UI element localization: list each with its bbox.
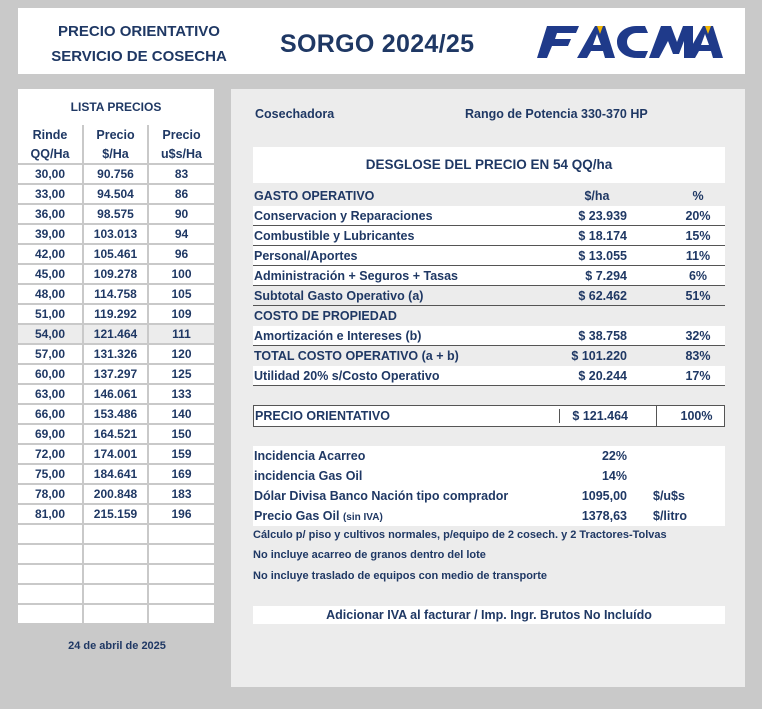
table-row: [18, 425, 214, 445]
empty-cell: [84, 545, 149, 565]
operating-item-label: Administración + Seguros + Tasas: [254, 269, 459, 283]
rinde-cell: 75,00: [18, 465, 84, 485]
operating-item-pct: 6%: [688, 269, 708, 283]
gasoil-label: Precio Gas Oil: [254, 509, 340, 523]
empty-table-row: [18, 605, 214, 625]
rinde-cell: 51,00: [18, 305, 84, 325]
total-row: [253, 346, 725, 366]
precio-pesos-cell: 184.641: [84, 465, 149, 485]
header-subtitle-line1: PRECIO ORIENTATIVO: [58, 23, 220, 40]
empty-cell: [18, 605, 84, 625]
operating-item-pct: 20%: [685, 209, 711, 223]
precio-usd-cell: 111: [149, 325, 214, 345]
incidence-row: [253, 466, 725, 486]
empty-cell: [18, 545, 84, 565]
empty-cell: [149, 565, 214, 585]
ownership-header-row: [253, 306, 725, 326]
operating-item-label: Personal/Aportes: [254, 249, 358, 263]
price-amount: $ 121.464: [559, 409, 628, 423]
col-header-precio-usd: Precio: [149, 125, 214, 145]
gasoil-row: [253, 506, 725, 526]
precio-pesos-cell: 105.461: [84, 245, 149, 265]
empty-cell: [149, 605, 214, 625]
amortization-label: Amortización e Intereses (b): [254, 329, 422, 343]
price-pct: 100%: [656, 406, 736, 426]
precio-usd-cell: 90: [149, 205, 214, 225]
gasoil-unit: $/litro: [653, 509, 688, 523]
precio-usd-cell: 86: [149, 185, 214, 205]
precio-pesos-cell: 114.758: [84, 285, 149, 305]
incidence-row: [253, 486, 725, 506]
col-unit-usd-ha: u$s/Ha: [149, 145, 214, 165]
incidence-row: [253, 446, 725, 466]
price-list-title: LISTA PRECIOS: [18, 89, 214, 125]
incidence-unit: $/u$s: [653, 489, 685, 503]
gasoil-label-wrap: [254, 509, 383, 523]
breakdown-title: DESGLOSE DEL PRECIO EN 54 QQ/ha: [365, 157, 613, 172]
table-row: [18, 405, 214, 425]
col-pct-header: %: [692, 189, 704, 203]
incidence-label: Incidencia Acarreo: [254, 449, 366, 463]
rinde-cell: 72,00: [18, 445, 84, 465]
col-unit-qqha: QQ/Ha: [18, 145, 84, 165]
gasoil-note: (sin IVA): [342, 512, 383, 523]
table-row: [18, 485, 214, 505]
footer-note: Adicionar IVA al facturar / Imp. Ingr. Brutos No Incluído: [326, 608, 652, 622]
operating-header-row: [253, 186, 725, 206]
note-3: No incluye traslado de equipos con medio de transporte: [253, 570, 547, 582]
empty-table-row: [18, 585, 214, 605]
precio-pesos-cell: 137.297: [84, 365, 149, 385]
rinde-cell: 63,00: [18, 385, 84, 405]
rinde-cell: 60,00: [18, 365, 84, 385]
precio-usd-cell: 120: [149, 345, 214, 365]
table-row: [18, 445, 214, 465]
note-1: Cálculo p/ piso y cultivos normales, p/equipo de 2 cosech. y 2 Tractores-Tolvas: [253, 529, 667, 541]
price-label: PRECIO ORIENTATIVO: [255, 409, 390, 423]
header-banner: [18, 8, 745, 74]
operating-item-row: [253, 226, 725, 246]
rinde-cell: 42,00: [18, 245, 84, 265]
empty-cell: [18, 585, 84, 605]
precio-pesos-cell: 153.486: [84, 405, 149, 425]
rinde-cell: 33,00: [18, 185, 84, 205]
empty-cell: [149, 525, 214, 545]
precio-usd-cell: 196: [149, 505, 214, 525]
empty-cell: [84, 525, 149, 545]
rinde-cell: 30,00: [18, 165, 84, 185]
table-row: [18, 365, 214, 385]
operating-item-amount: $ 13.055: [578, 249, 627, 263]
precio-usd-cell: 94: [149, 225, 214, 245]
machine-label: Cosechadora: [255, 107, 335, 121]
col-header-precio-pesos: Precio: [84, 125, 149, 145]
footer-band: [253, 606, 725, 624]
empty-table-row: [18, 545, 214, 565]
precio-pesos-cell: 146.061: [84, 385, 149, 405]
section-operating: GASTO OPERATIVO: [254, 189, 375, 203]
publication-date: 24 de abril de 2025: [68, 640, 166, 652]
precio-usd-cell: 169: [149, 465, 214, 485]
rinde-cell: 57,00: [18, 345, 84, 365]
power-range: Rango de Potencia 330-370 HP: [465, 107, 648, 121]
price-list-body: [18, 165, 214, 625]
header-subtitle-line2: SERVICIO DE COSECHA: [51, 48, 227, 65]
precio-usd-cell: 183: [149, 485, 214, 505]
table-row: [18, 285, 214, 305]
precio-usd-cell: 109: [149, 305, 214, 325]
precio-usd-cell: 140: [149, 405, 214, 425]
precio-pesos-cell: 215.159: [84, 505, 149, 525]
operating-item-amount: $ 18.174: [578, 229, 627, 243]
precio-pesos-cell: 174.001: [84, 445, 149, 465]
precio-pesos-cell: 119.292: [84, 305, 149, 325]
note-2: No incluye acarreo de granos dentro del lote: [253, 549, 486, 561]
total-pct: 83%: [685, 349, 711, 363]
table-row: [18, 265, 214, 285]
table-row: [18, 205, 214, 225]
empty-cell: [149, 585, 214, 605]
rinde-cell: 54,00: [18, 325, 84, 345]
precio-pesos-cell: 98.575: [84, 205, 149, 225]
rinde-cell: 81,00: [18, 505, 84, 525]
amortization-pct: 32%: [685, 329, 711, 343]
rinde-cell: 69,00: [18, 425, 84, 445]
empty-cell: [84, 585, 149, 605]
rinde-cell: 78,00: [18, 485, 84, 505]
operating-item-pct: 15%: [685, 229, 711, 243]
operating-item-row: [253, 266, 725, 286]
table-row: [18, 465, 214, 485]
breakdown-title-band: [253, 147, 725, 183]
precio-usd-cell: 96: [149, 245, 214, 265]
incidence-value: 1095,00: [581, 489, 627, 503]
empty-cell: [18, 565, 84, 585]
precio-pesos-cell: 109.278: [84, 265, 149, 285]
precio-usd-cell: 133: [149, 385, 214, 405]
precio-pesos-cell: 90.756: [84, 165, 149, 185]
operating-item-label: Conservacion y Reparaciones: [254, 209, 433, 223]
operating-item-row: [253, 246, 725, 266]
empty-cell: [84, 565, 149, 585]
rinde-cell: 48,00: [18, 285, 84, 305]
incidence-value: 22%: [601, 449, 627, 463]
subtotal-pct: 51%: [685, 289, 711, 303]
operating-item-amount: $ 7.294: [585, 269, 627, 283]
price-list-table: [18, 125, 214, 625]
precio-pesos-cell: 121.464: [84, 325, 149, 345]
precio-usd-cell: 150: [149, 425, 214, 445]
facma-logo: [533, 22, 723, 60]
incidence-value: 14%: [601, 469, 627, 483]
rinde-cell: 66,00: [18, 405, 84, 425]
precio-pesos-cell: 131.326: [84, 345, 149, 365]
profit-row: [253, 366, 725, 386]
amortization-amount: $ 38.758: [578, 329, 627, 343]
precio-usd-cell: 105: [149, 285, 214, 305]
table-row: [18, 305, 214, 325]
operating-item-row: [253, 206, 725, 226]
total-amount: $ 101.220: [571, 349, 627, 363]
subtotal-amount: $ 62.462: [578, 289, 627, 303]
total-label: TOTAL COSTO OPERATIVO (a + b): [254, 349, 459, 363]
col-unit-pesos-ha: $/Ha: [84, 145, 149, 165]
empty-cell: [18, 525, 84, 545]
empty-cell: [149, 545, 214, 565]
table-row: [18, 225, 214, 245]
table-row: [18, 505, 214, 525]
profit-pct: 17%: [685, 369, 711, 383]
empty-table-row: [18, 525, 214, 545]
empty-cell: [84, 605, 149, 625]
operating-item-amount: $ 23.939: [578, 209, 627, 223]
page-title: SORGO 2024/25: [280, 30, 475, 58]
precio-usd-cell: 159: [149, 445, 214, 465]
subtotal-row: [253, 286, 725, 306]
price-row: [253, 405, 725, 427]
rinde-cell: 36,00: [18, 205, 84, 225]
empty-table-row: [18, 565, 214, 585]
precio-pesos-cell: 164.521: [84, 425, 149, 445]
table-row: [18, 165, 214, 185]
subtotal-label: Subtotal Gasto Operativo (a): [254, 289, 424, 303]
precio-usd-cell: 83: [149, 165, 214, 185]
precio-pesos-cell: 200.848: [84, 485, 149, 505]
table-row: [18, 185, 214, 205]
gasoil-value: 1378,63: [581, 509, 627, 523]
precio-usd-cell: 100: [149, 265, 214, 285]
table-row: [18, 245, 214, 265]
section-ownership: COSTO DE PROPIEDAD: [254, 309, 397, 323]
precio-usd-cell: 125: [149, 365, 214, 385]
incidence-label: incidencia Gas Oil: [254, 469, 363, 483]
profit-label: Utilidad 20% s/Costo Operativo: [254, 369, 440, 383]
profit-amount: $ 20.244: [578, 369, 627, 383]
operating-item-pct: 11%: [685, 249, 711, 263]
price-list-panel: [18, 89, 214, 624]
operating-item-label: Combustible y Lubricantes: [254, 229, 415, 243]
precio-pesos-cell: 103.013: [84, 225, 149, 245]
price-breakdown-panel: [231, 89, 745, 687]
col-header-rinde: Rinde: [18, 125, 84, 145]
amortization-row: [253, 326, 725, 346]
table-row: [18, 345, 214, 365]
table-row: [18, 325, 214, 345]
rinde-cell: 45,00: [18, 265, 84, 285]
table-row: [18, 385, 214, 405]
col-amount-header: $/ha: [584, 189, 610, 203]
precio-pesos-cell: 94.504: [84, 185, 149, 205]
rinde-cell: 39,00: [18, 225, 84, 245]
incidence-label: Dólar Divisa Banco Nación tipo comprador: [254, 489, 509, 503]
